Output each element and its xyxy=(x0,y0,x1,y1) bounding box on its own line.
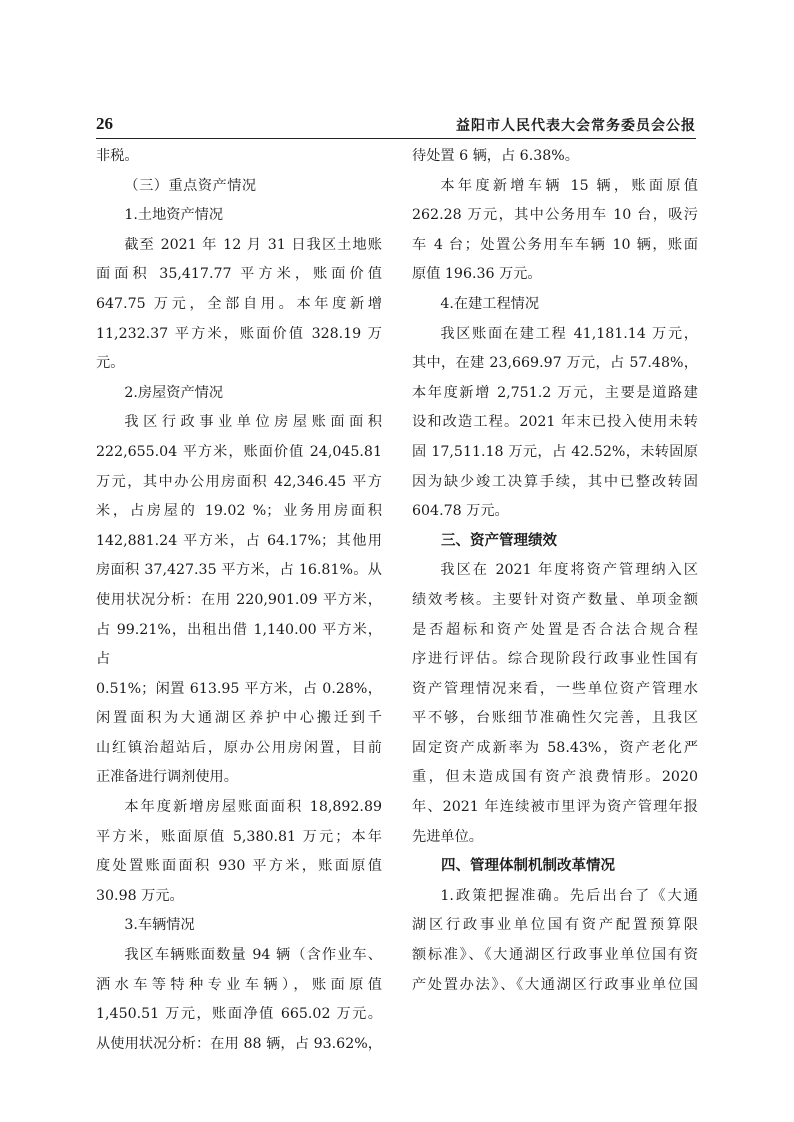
text-line: 平不够，台账细节准确性欠完善，且我区 xyxy=(412,710,698,727)
text-line: 绩效考核。主要针对资产数量、单项金额 xyxy=(412,591,698,608)
subsection-heading: 2.房屋资产情况 xyxy=(124,384,224,401)
text-line: 0.51%；闲置 613.95 平方米，占 0.28%， xyxy=(96,680,382,697)
text-line: 非税。 xyxy=(96,148,139,164)
text-line: 平方米，账面原值 5,380.81 万元；本年 xyxy=(96,828,382,845)
subsection-heading: 3.车辆情况 xyxy=(124,917,195,934)
text-line: 米，占房屋的 19.02 %；业务用房面积 xyxy=(96,503,382,520)
text-line: 万元，其中办公用房面积 42,346.45 平方 xyxy=(96,473,382,490)
text-line: 年、2021 年连续被市里评为资产管理年报 xyxy=(412,799,698,816)
text-line: 截至 2021 年 12 月 31 日我区土地账 xyxy=(124,236,382,253)
text-line: 占 99.21%，出租出借 1,140.00 平方米，占 xyxy=(96,621,382,668)
subsection-heading: 1.土地资产情况 xyxy=(124,207,224,224)
text-line: 车 4 台；处置公务用车车辆 10 辆，账面 xyxy=(412,236,698,253)
text-line: 142,881.24 平方米，占 64.17%；其他用 xyxy=(96,532,382,549)
text-line: 固定资产成新率为 58.43%，资产老化严 xyxy=(412,739,698,756)
text-line: 设和改造工程。2021 年末已投入使用未转 xyxy=(412,414,698,431)
text-line: 原值 196.36 万元。 xyxy=(412,266,542,283)
journal-title: 益阳市人民代表大会常务委员会公报 xyxy=(456,118,696,134)
text-line: 我区账面在建工程 41,181.14 万元， xyxy=(440,325,698,342)
text-line: 262.28 万元，其中公务用车 10 台，吸污 xyxy=(412,207,698,224)
text-line: 山红镇治超站后，原办公用房闲置，目前 xyxy=(96,739,382,756)
text-line: 11,232.37 平方米，账面价值 328.19 万元。 xyxy=(96,325,382,372)
text-line: 先进单位。 xyxy=(412,828,483,845)
text-line: 其中，在建 23,669.97 万元，占 57.48%， xyxy=(412,355,698,372)
text-line: 因为缺少竣工决算手续，其中已整改转固 xyxy=(412,473,698,490)
text-line: 面面积 35,417.77 平方米，账面价值 xyxy=(96,266,382,283)
text-line: 闲置面积为大通湖区养护中心搬迁到千 xyxy=(96,710,382,727)
left-column xyxy=(96,142,382,1059)
text-line: 额标准》、《大通湖区行政事业单位国有资 xyxy=(412,947,698,964)
text-line: 度处置账面面积 930 平方米，账面原值 xyxy=(96,858,382,875)
text-line: 房面积 37,427.35 平方米，占 16.81%。从 xyxy=(96,562,382,579)
text-line: 产处置办法》、《大通湖区行政事业单位国 xyxy=(412,976,698,993)
text-line: 重，但未造成国有资产浪费情形。2020 xyxy=(412,769,698,786)
page-header xyxy=(96,114,696,139)
text-line: 序进行评估。综合现阶段行政事业性国有 xyxy=(412,651,698,668)
section-heading: 四、管理体制机制改革情况 xyxy=(441,858,615,875)
subsection-heading: （三）重点资产情况 xyxy=(124,177,257,194)
text-line: 待处置 6 辆，占 6.38%。 xyxy=(412,148,579,164)
text-line: 30.98 万元。 xyxy=(96,887,184,904)
text-line: 604.78 万元。 xyxy=(412,503,509,520)
text-line: 洒水车等特种专业车辆），账面原值 xyxy=(96,976,382,993)
text-line: 我区车辆账面数量 94 辆（含作业车、 xyxy=(124,947,382,964)
subsection-heading: 4.在建工程情况 xyxy=(440,295,540,312)
text-line: 湖区行政事业单位国有资产配置预算限 xyxy=(412,917,698,934)
text-line: 是否超标和资产处置是否合法合规合程 xyxy=(412,621,698,638)
text-line: 本年度新增房屋账面面积 18,892.89 xyxy=(124,799,382,816)
text-line: 1,450.51 万元，账面净值 665.02 万元。 xyxy=(96,1006,382,1023)
text-line: 647.75 万元，全部自用。本年度新增 xyxy=(96,295,382,312)
text-line: 从使用状况分析：在用 88 辆，占 93.62%， xyxy=(96,1035,382,1052)
text-line: 固 17,511.18 万元，占 42.52%，未转固原 xyxy=(412,443,698,460)
right-column xyxy=(412,142,698,1000)
text-line: 本年度新增车辆 15 辆，账面原值 xyxy=(440,177,698,194)
text-line: 正准备进行调剂使用。 xyxy=(96,769,238,786)
text-line: 1.政策把握准确。先后出台了《大通 xyxy=(440,887,698,904)
text-line: 我区行政事业单位房屋账面面积 xyxy=(124,414,382,431)
text-line: 222,655.04 平方米，账面价值 24,045.81 xyxy=(96,443,382,460)
text-line: 资产管理情况来看，一些单位资产管理水 xyxy=(412,680,698,697)
page-number: 26 xyxy=(96,114,113,133)
text-line: 本年度新增 2,751.2 万元，主要是道路建 xyxy=(412,384,698,401)
text-line: 我区在 2021 年度将资产管理纳入区 xyxy=(440,562,698,579)
section-heading: 三、资产管理绩效 xyxy=(441,532,557,549)
text-line: 使用状况分析：在用 220,901.09 平方米， xyxy=(96,591,382,608)
